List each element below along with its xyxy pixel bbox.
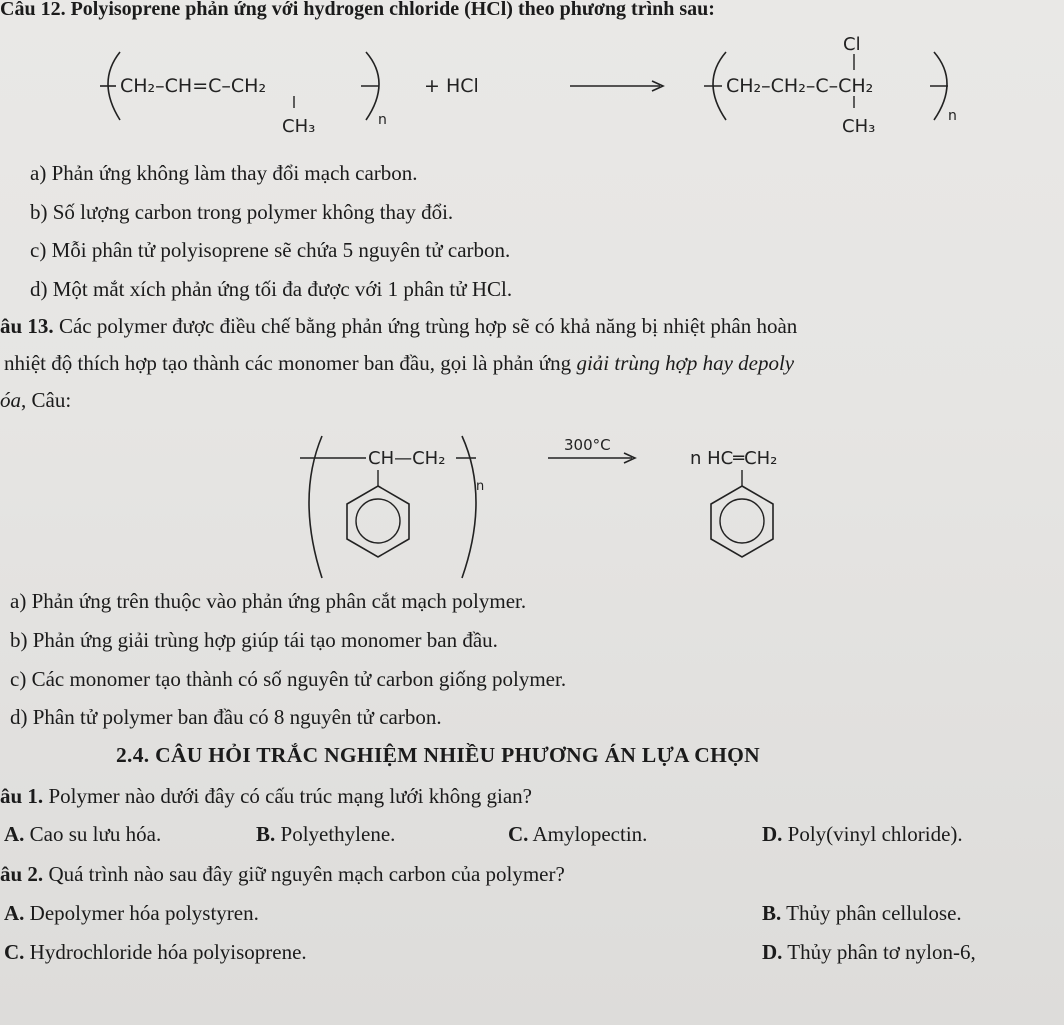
mc2-question: âu 2. Quá trình nào sau đây giữ nguyên mạch carbon của polymer?: [0, 862, 565, 886]
mc1-option-b: B. Polyethylene.: [256, 822, 396, 846]
q13-equation: [0, 428, 1064, 588]
polystyrene-chain: CH—CH₂: [368, 448, 446, 469]
q12-option-d: d) Một mắt xích phản ứng tối đa được với 1 phân tử HCl.: [30, 277, 513, 301]
temperature-label: 300°C: [564, 436, 611, 454]
mc1-option-c: C. Amylopectin.: [508, 822, 648, 846]
product-n: n: [948, 108, 957, 124]
q13-option-d: d) Phân tử polymer ban đầu có 8 nguyên tử carbon.: [10, 705, 442, 729]
q13-option-c: c) Các monomer tạo thành có số nguyên tử carbon giống polymer.: [10, 667, 567, 691]
q12-option-a: a) Phản ứng không làm thay đổi mạch carbon.: [30, 161, 418, 185]
plus-hcl: + HCl: [424, 75, 479, 97]
polystyrene-n: n: [476, 479, 485, 494]
q13-title-line2: nhiệt độ thích hợp tạo thành các monomer ban đầu, gọi là phản ứng giải trùng hợp hay depoly: [4, 351, 795, 375]
product-chain: CH₂–CH₂–C–CH₂: [726, 75, 874, 97]
q12-option-b: b) Số lượng carbon trong polymer không thay đổi.: [30, 200, 454, 224]
q13-option-a: a) Phản ứng trên thuộc vào phản ứng phân cắt mạch polymer.: [10, 589, 527, 613]
reactant-chain: CH₂–CH=C–CH₂: [120, 75, 267, 97]
reactant-n: n: [378, 112, 387, 128]
mc1-question: âu 1. Polymer nào dưới đây có cấu trúc mạng lưới không gian?: [0, 784, 532, 808]
styrene-monomer: n HC═CH₂: [690, 448, 778, 469]
q12-option-c: c) Mỗi phân tử polyisoprene sẽ chứa 5 nguyên tử carbon.: [30, 238, 511, 262]
mc2-option-a: A. Depolymer hóa polystyren.: [4, 901, 259, 925]
mc1-option-d: D. Poly(vinyl chloride).: [762, 822, 963, 846]
mc2-option-d: D. Thủy phân tơ nylon-6,: [762, 940, 976, 964]
q12-title: Câu 12. Polyisoprene phản ứng với hydrogen chloride (HCl) theo phương trình sau:: [0, 0, 715, 20]
q13-option-b: b) Phản ứng giải trùng hợp giúp tái tạo monomer ban đầu.: [10, 628, 498, 652]
q13-title-line3: óa, Câu:: [0, 388, 72, 412]
mc1-option-a: A. Cao su lưu hóa.: [4, 822, 162, 846]
product-methyl: CH₃: [842, 116, 876, 137]
product-cl: Cl: [843, 34, 861, 55]
q13-title-line1: âu 13. Các polymer được điều chế bằng phản ứng trùng hợp sẽ có khả năng bị nhiệt phân hoàn: [0, 314, 798, 338]
mc2-option-b: B. Thủy phân cellulose.: [762, 901, 962, 925]
reactant-methyl: CH₃: [282, 116, 316, 137]
section-heading: 2.4. CÂU HỎI TRẮC NGHIỆM NHIỀU PHƯƠNG ÁN LỰA CHỌN: [116, 743, 760, 767]
mc2-option-c: C. Hydrochloride hóa polyisoprene.: [4, 940, 307, 964]
q12-equation: [0, 22, 1064, 140]
